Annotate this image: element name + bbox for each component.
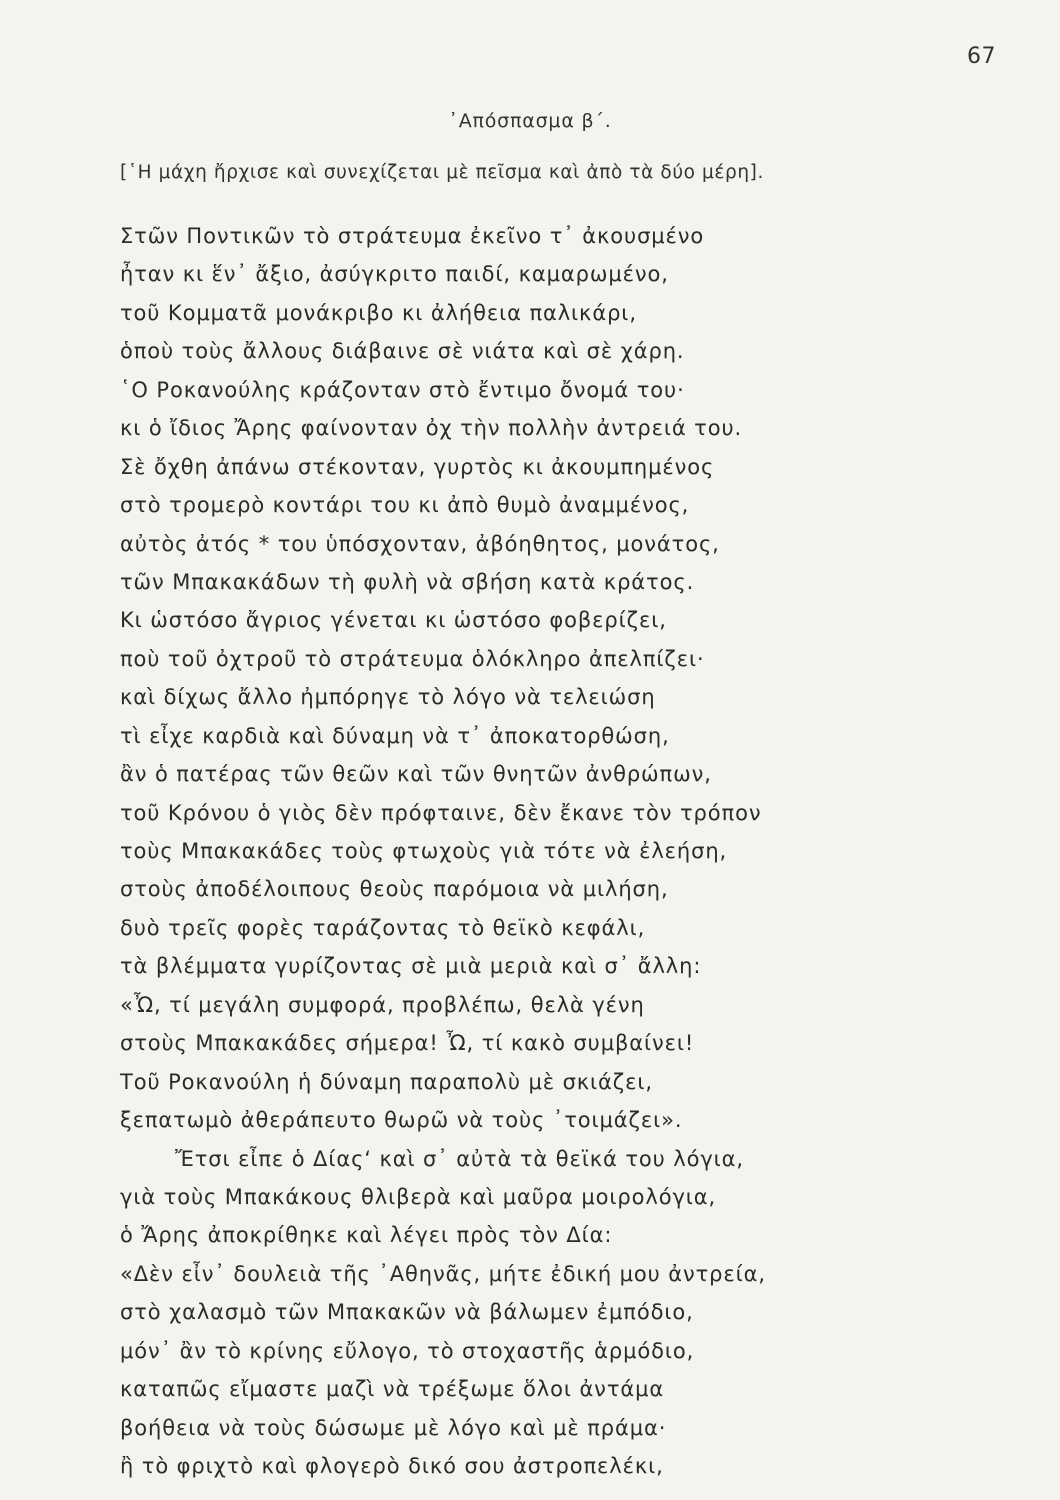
poem-line: Ἔτσι εἶπε ὁ Δίας‘ καὶ σ᾿ αὐτὰ τὰ θεϊκά του λόγια,: [175, 1146, 744, 1171]
poem-line: στὸ χαλασμὸ τῶν Μπακακῶν νὰ βάλωμεν ἐμπόδιο,: [120, 1300, 694, 1325]
poem-line: τοῦ Κρόνου ὁ γιὸς δὲν πρόφταινε, δὲν ἔκανε τὸν τρόπον: [120, 800, 762, 825]
poem-line: «Ὦ, τί μεγάλη συμφορά, προβλέπω, θελὰ γένη: [120, 992, 645, 1017]
poem-line: κι ὁ ἴδιος Ἄρης φαίνονταν ὀχ τὴν πολλὴν ἀντρειά του.: [120, 416, 743, 441]
poem-line: τοὺς Μπακακάδες τοὺς φτωχοὺς γιὰ τότε νὰ ἐλεήση,: [120, 839, 728, 863]
poem-line: καὶ δίχως ἄλλο ἠμπόρηγε τὸ λόγο νὰ τελειώση: [120, 685, 656, 710]
poem-line: μόν᾿ ἂν τὸ κρίνης εὔλογο, τὸ στοχαστῆς ἁρμόδιο,: [120, 1338, 695, 1363]
poem-text: [120, 217, 766, 1485]
poem-line: στοὺς Μπακακάδες σήμερα! Ὦ, τί κακὸ συμβαίνει!: [120, 1031, 695, 1056]
poem-line: ῾Ο Ροκανούλης κράζονταν στὸ ἔντιμο ὄνομά του·: [120, 377, 685, 402]
page-number: 67: [967, 44, 996, 69]
poem-line: δυὸ τρεῖς φορὲς ταράζοντας τὸ θεϊκὸ κεφάλι,: [120, 915, 646, 940]
poem-line: ἦταν κι ἕν᾿ ἄξιο, ἀσύγκριτο παιδί, καμαρωμένο,: [120, 262, 669, 287]
section-summary: [῾Η μάχη ἤρχισε καὶ συνεχίζεται μὲ πεῖσμα καὶ ἀπὸ τὰ δύο μέρη].: [120, 162, 764, 183]
poem-line: ὁ Ἄρης ἀποκρίθηκε καὶ λέγει πρὸς τὸν Δία:: [120, 1223, 613, 1248]
poem-line: ὁποὺ τοὺς ἄλλους διάβαινε σὲ νιάτα καὶ σὲ χάρη.: [120, 339, 685, 364]
poem-line: Σὲ ὄχθη ἀπάνω στέκονταν, γυρτὸς κι ἀκουμπημένος: [120, 454, 715, 479]
poem-line: στοὺς ἀποδέλοιπους θεοὺς παρόμοια νὰ μιλήση,: [120, 877, 669, 902]
poem-line: ποὺ τοῦ ὀχτροῦ τὸ στράτευμα ὁλόκληρο ἀπελπίζει·: [120, 646, 705, 671]
poem-line: τοῦ Κομματᾶ μονάκριβο κι ἀλήθεια παλικάρι,: [120, 300, 637, 325]
poem-line: αὐτὸς ἀτός * του ὑπόσχονταν, ἀβόηθητος, μονάτος,: [120, 531, 720, 556]
poem-line: «Δὲν εἶν᾿ δουλειὰ τῆς ᾿Αθηνᾶς, μήτε ἐδική μου ἀντρεία,: [120, 1261, 766, 1286]
poem-line: Κι ὡστόσο ἄγριος γένεται κι ὡστόσο φοβερίζει,: [120, 608, 667, 633]
poem-line: τὰ βλέμματα γυρίζοντας σὲ μιὰ μεριὰ καὶ σ᾿ ἄλλη:: [120, 954, 702, 979]
poem-line: βοήθεια νὰ τοὺς δώσωμε μὲ λόγο καὶ μὲ πράμα·: [120, 1415, 667, 1440]
poem-line: ἢ τὸ φριχτὸ καὶ φλογερὸ δικό σου ἀστροπελέκι,: [120, 1454, 664, 1478]
poem-line: γιὰ τοὺς Μπακάκους θλιβερὰ καὶ μαῦρα μοιρολόγια,: [120, 1184, 717, 1209]
poem-line: τῶν Μπακακάδων τὴ φυλὴ νὰ σβήση κατὰ κράτος.: [120, 569, 695, 594]
poem-line: τὶ εἶχε καρδιὰ καὶ δύναμη νὰ τ᾿ ἀποκατορθώση,: [120, 723, 670, 748]
poem-line: ξεπατωμὸ ἀθεράπευτο θωρῶ νὰ τοὺς ᾿τοιμάζει».: [120, 1108, 683, 1133]
poem-line: ἂν ὁ πατέρας τῶν θεῶν καὶ τῶν θνητῶν ἀνθρώπων,: [120, 762, 712, 787]
section-title: ᾿Απόσπασμα β΄.: [448, 110, 612, 132]
poem-line: Στῶν Ποντικῶν τὸ στράτευμα ἐκεῖνο τ᾿ ἀκουσμένο: [120, 224, 705, 248]
poem-line: Τοῦ Ροκανούλη ἡ δύναμη παραπολὺ μὲ σκιάζει,: [120, 1069, 653, 1094]
poem-line: καταπῶς εἴμαστε μαζὶ νὰ τρέξωμε ὅλοι ἀντάμα: [120, 1377, 665, 1402]
poem-line: στὸ τρομερὸ κοντάρι του κι ἀπὸ θυμὸ ἀναμμένος,: [120, 493, 690, 518]
